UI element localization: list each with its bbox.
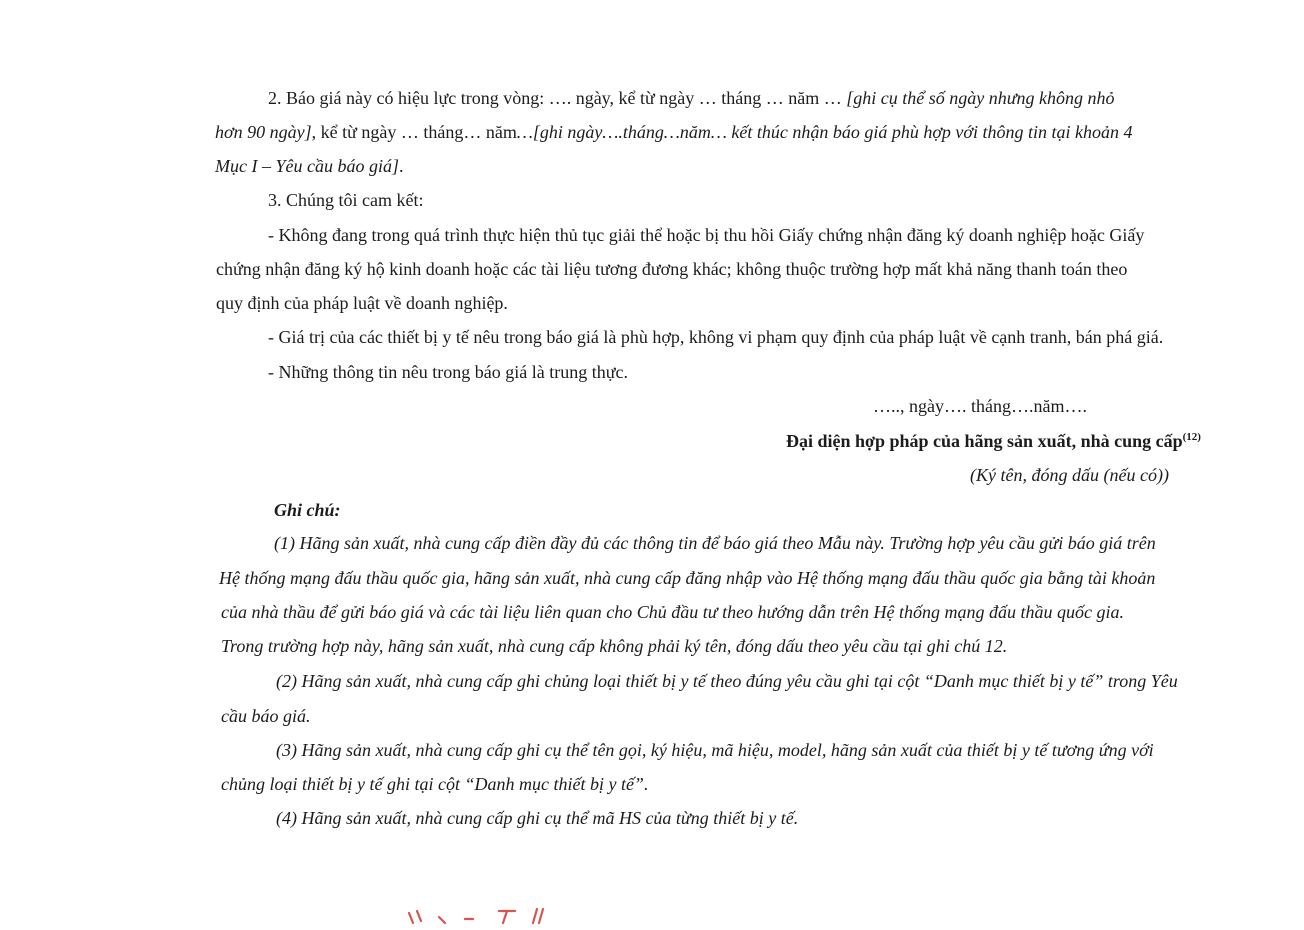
note-2-line-1: (2) Hãng sản xuất, nhà cung cấp ghi chủng loại thiết bị y tế theo đúng yêu cầu ghi tại cột “Danh mục thiết bị y tế” trong Yêu <box>276 671 1178 691</box>
commitment-1-line-1: - Không đang trong quá trình thực hiện thủ tục giải thể hoặc bị thu hồi Giấy chứng nhận đăng ký doanh nghiệp hoặc Giấy <box>268 225 1145 245</box>
commitment-heading: 3. Chúng tôi cam kết: <box>268 190 424 210</box>
validity-note-end-date: …[ghi ngày….tháng…năm… kết thúc nhận báo giá phù hợp với thông tin tại khoản 4 <box>516 122 1133 142</box>
note-2-line-2: cầu báo giá. <box>221 706 311 726</box>
validity-note-reference: Mục I – Yêu cầu báo giá] <box>215 156 399 176</box>
validity-note-days: hơn 90 ngày] <box>215 122 312 142</box>
note-1-line-2: Hệ thống mạng đấu thầu quốc gia, hãng sản xuất, nhà cung cấp đăng nhập vào Hệ thống mạng đấu thầu quốc gia bằng tài khoản <box>219 568 1156 588</box>
commitment-2: - Giá trị của các thiết bị y tế nêu trong báo giá là phù hợp, không vi phạm quy định của pháp luật về cạnh tranh, bán phá giá. <box>268 327 1164 347</box>
validity-text-from: , kể từ ngày … tháng… năm <box>311 122 517 142</box>
commitment-3: - Những thông tin nêu trong báo giá là trung thực. <box>268 362 628 382</box>
notes-heading: Ghi chú: <box>274 500 341 520</box>
validity-line-1 <box>268 87 1115 109</box>
signature-title-footnote: (12) <box>1182 431 1201 443</box>
validity-line-3 <box>215 155 403 177</box>
signature-date: ….., ngày…. tháng….năm…. <box>873 396 1087 416</box>
signature-title-text: Đại diện hợp pháp của hãng sản xuất, nhà cung cấp <box>786 431 1183 451</box>
note-4: (4) Hãng sản xuất, nhà cung cấp ghi cụ thể mã HS của từng thiết bị y tế. <box>276 808 799 828</box>
validity-end-period: . <box>398 156 404 176</box>
stamp-fragment-icon <box>405 905 565 929</box>
note-3-line-2: chủng loại thiết bị y tế ghi tại cột “Danh mục thiết bị y tế”. <box>221 774 649 794</box>
signature-title <box>786 430 1201 452</box>
note-1-line-1: (1) Hãng sản xuất, nhà cung cấp điền đầy đủ các thông tin để báo giá theo Mẫu này. Trường hợp yêu cầu gửi báo giá trên <box>274 533 1156 553</box>
note-3-line-1: (3) Hãng sản xuất, nhà cung cấp ghi cụ thể tên gọi, ký hiệu, mã hiệu, model, hãng sản xuất của thiết bị y tế tương ứng với <box>276 740 1154 760</box>
signature-instruction: (Ký tên, đóng dấu (nếu có)) <box>970 465 1169 485</box>
note-1-line-4: Trong trường hợp này, hãng sản xuất, nhà cung cấp không phải ký tên, đóng dấu theo yêu cầu tại ghi chú 12. <box>221 636 1008 656</box>
commitment-1-line-3: quy định của pháp luật về doanh nghiệp. <box>216 293 508 313</box>
commitment-1-line-2: chứng nhận đăng ký hộ kinh doanh hoặc các tài liệu tương đương khác; không thuộc trường hợp mất khả năng thanh toán theo <box>216 259 1128 279</box>
validity-note: [ghi cụ thể số ngày nhưng không nhỏ <box>846 88 1115 108</box>
validity-line-2 <box>215 121 1133 143</box>
note-1-line-3: của nhà thầu để gửi báo giá và các tài liệu liên quan cho Chủ đầu tư theo hướng dẫn trên Hệ thống mạng đấu thầu quốc gia. <box>221 602 1124 622</box>
validity-text: 2. Báo giá này có hiệu lực trong vòng: …. ngày, kể từ ngày … tháng … năm … <box>268 88 847 108</box>
